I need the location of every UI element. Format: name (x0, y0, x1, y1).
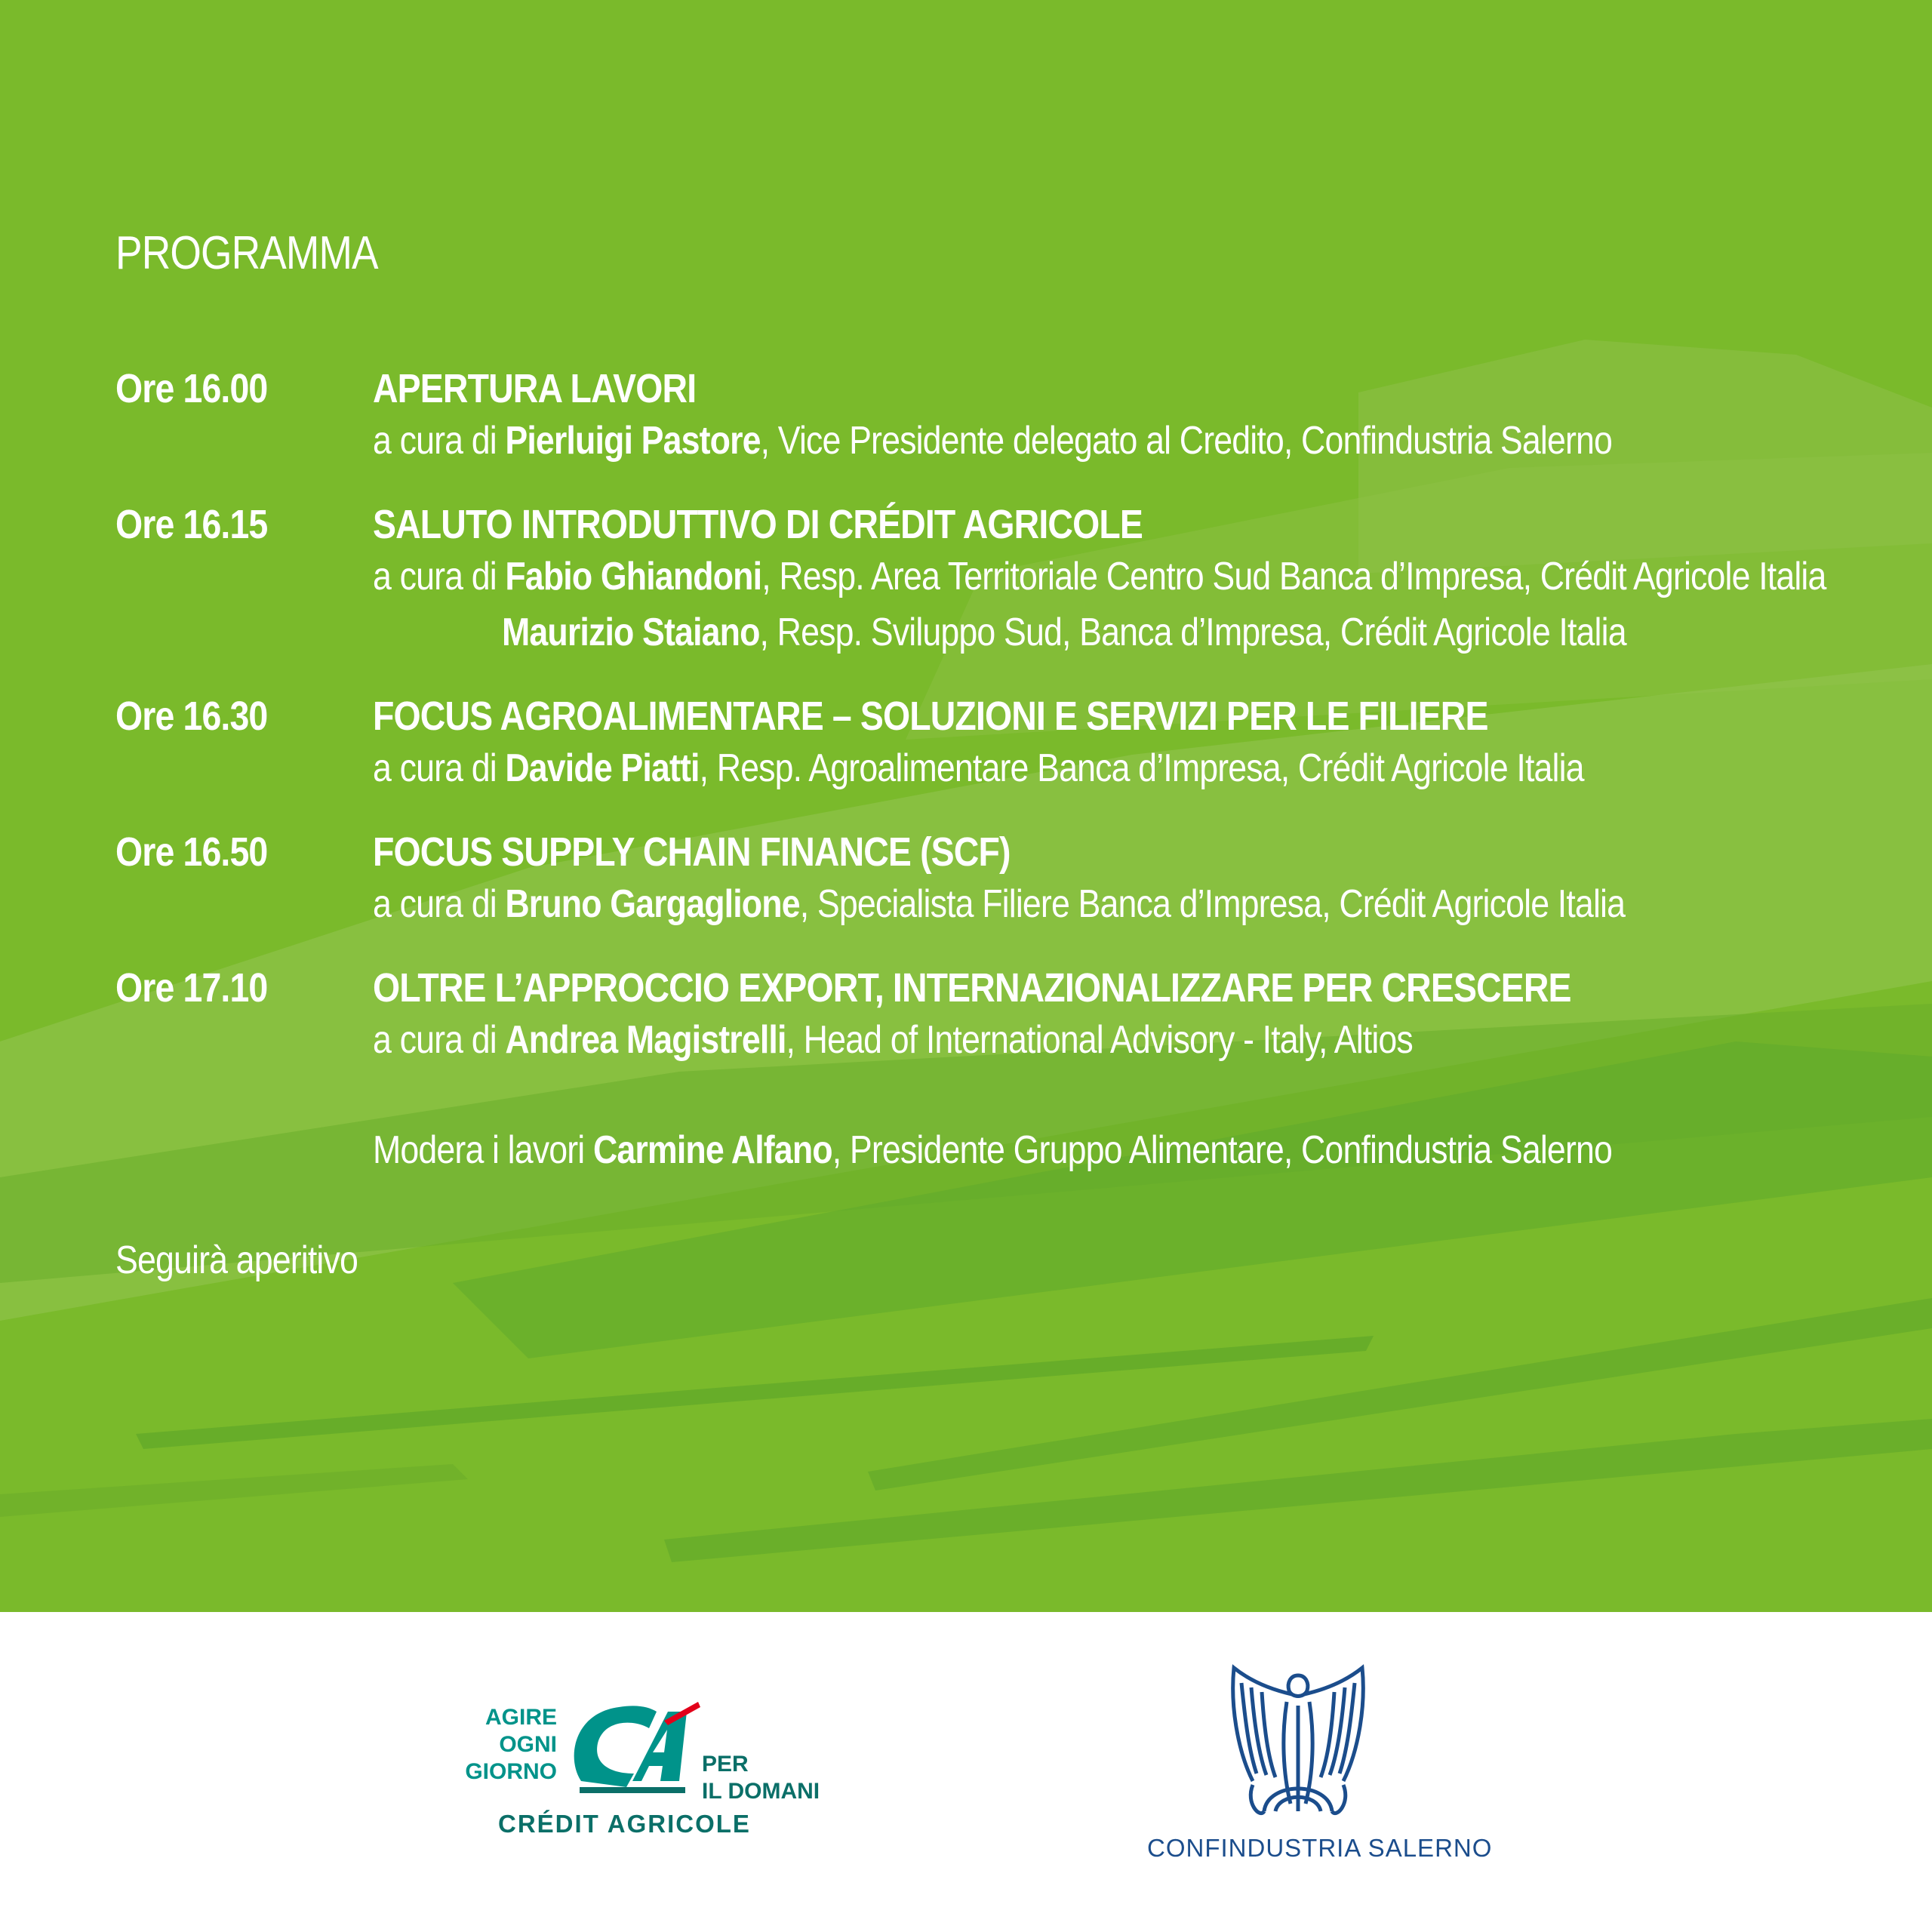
ca-slogan-left (423, 1704, 557, 1786)
moderator-prefix: Modera i lavori (373, 1128, 593, 1172)
speaker-prefix: a cura di (373, 419, 506, 463)
speaker-prefix: a cura di (373, 1018, 506, 1062)
agenda-title: FOCUS AGROALIMENTARE – SOLUZIONI E SERVIZI PER LE FILIERE (373, 694, 1488, 739)
moderator-line (373, 1128, 1612, 1173)
agenda-time: Ore 16.15 (115, 502, 268, 547)
agenda-title: APERTURA LAVORI (373, 366, 697, 411)
credit-agricole-logo (423, 1698, 830, 1849)
agenda-speaker-line (373, 1017, 1413, 1063)
agenda-title: FOCUS SUPPLY CHAIN FINANCE (SCF) (373, 829, 1011, 875)
speaker-role: , Resp. Agroalimentare Banca d’Impresa, Crédit Agricole Italia (699, 746, 1584, 790)
speaker-name: Bruno Gargaglione (505, 882, 800, 926)
agenda-speaker-line (373, 418, 1612, 463)
agenda-speaker-line (373, 746, 1584, 791)
ca-slogan-line: IL DOMANI (702, 1779, 820, 1804)
agenda-time: Ore 16.30 (115, 694, 268, 739)
agenda-time: Ore 16.00 (115, 366, 268, 411)
agenda-time: Ore 16.50 (115, 829, 268, 875)
credit-agricole-mark-icon (566, 1698, 702, 1796)
speaker-role: , Head of International Advisory - Italy, Altios (786, 1018, 1413, 1062)
speaker-role: , Specialista Filiere Banca d’Impresa, Crédit Agricole Italia (799, 882, 1626, 926)
closing-note: Seguirà aperitivo (115, 1238, 358, 1282)
speaker-name: Andrea Magistrelli (505, 1018, 786, 1062)
moderator-role: , Presidente Gruppo Alimentare, Confindustria Salerno (832, 1128, 1613, 1172)
speaker-prefix: a cura di (373, 555, 506, 598)
speaker-name: Maurizio Staiano (502, 611, 760, 654)
agenda-speaker-line (373, 881, 1625, 927)
confindustria-logo (1132, 1660, 1494, 1887)
ca-slogan-right (702, 1751, 820, 1805)
agenda-speaker-line (373, 554, 1826, 599)
speaker-prefix: a cura di (373, 746, 506, 790)
agenda-title: OLTRE L’APPROCCIO EXPORT, INTERNAZIONALIZZARE PER CRESCERE (373, 965, 1571, 1011)
ca-slogan-line: PER (702, 1752, 749, 1777)
agenda-speaker-line (502, 610, 1626, 655)
program-heading: PROGRAMMA (115, 227, 378, 279)
speaker-name: Davide Piatti (505, 746, 700, 790)
agenda-title: SALUTO INTRODUTTIVO DI CRÉDIT AGRICOLE (373, 502, 1143, 547)
speaker-name: Pierluigi Pastore (505, 419, 761, 463)
confindustria-name: CONFINDUSTRIA SALERNO (1147, 1834, 1493, 1862)
moderator-name: Carmine Alfano (592, 1128, 832, 1172)
ca-brand-name: CRÉDIT AGRICOLE (498, 1810, 751, 1838)
speaker-name: Fabio Ghiandoni (505, 555, 762, 598)
speaker-role: , Vice Presidente delegato al Credito, Confindustria Salerno (760, 419, 1613, 463)
speaker-prefix: a cura di (373, 882, 506, 926)
ca-slogan-line: AGIRE OGNI (485, 1705, 557, 1757)
speaker-role: , Resp. Sviluppo Sud, Banca d’Impresa, Crédit Agricole Italia (759, 611, 1626, 654)
ca-slogan-line: GIORNO (465, 1759, 557, 1784)
speaker-role: , Resp. Area Territoriale Centro Sud Banca d’Impresa, Crédit Agricole Italia (761, 555, 1826, 598)
eagle-emblem-icon (1223, 1660, 1374, 1826)
agenda-time: Ore 17.10 (115, 965, 268, 1011)
